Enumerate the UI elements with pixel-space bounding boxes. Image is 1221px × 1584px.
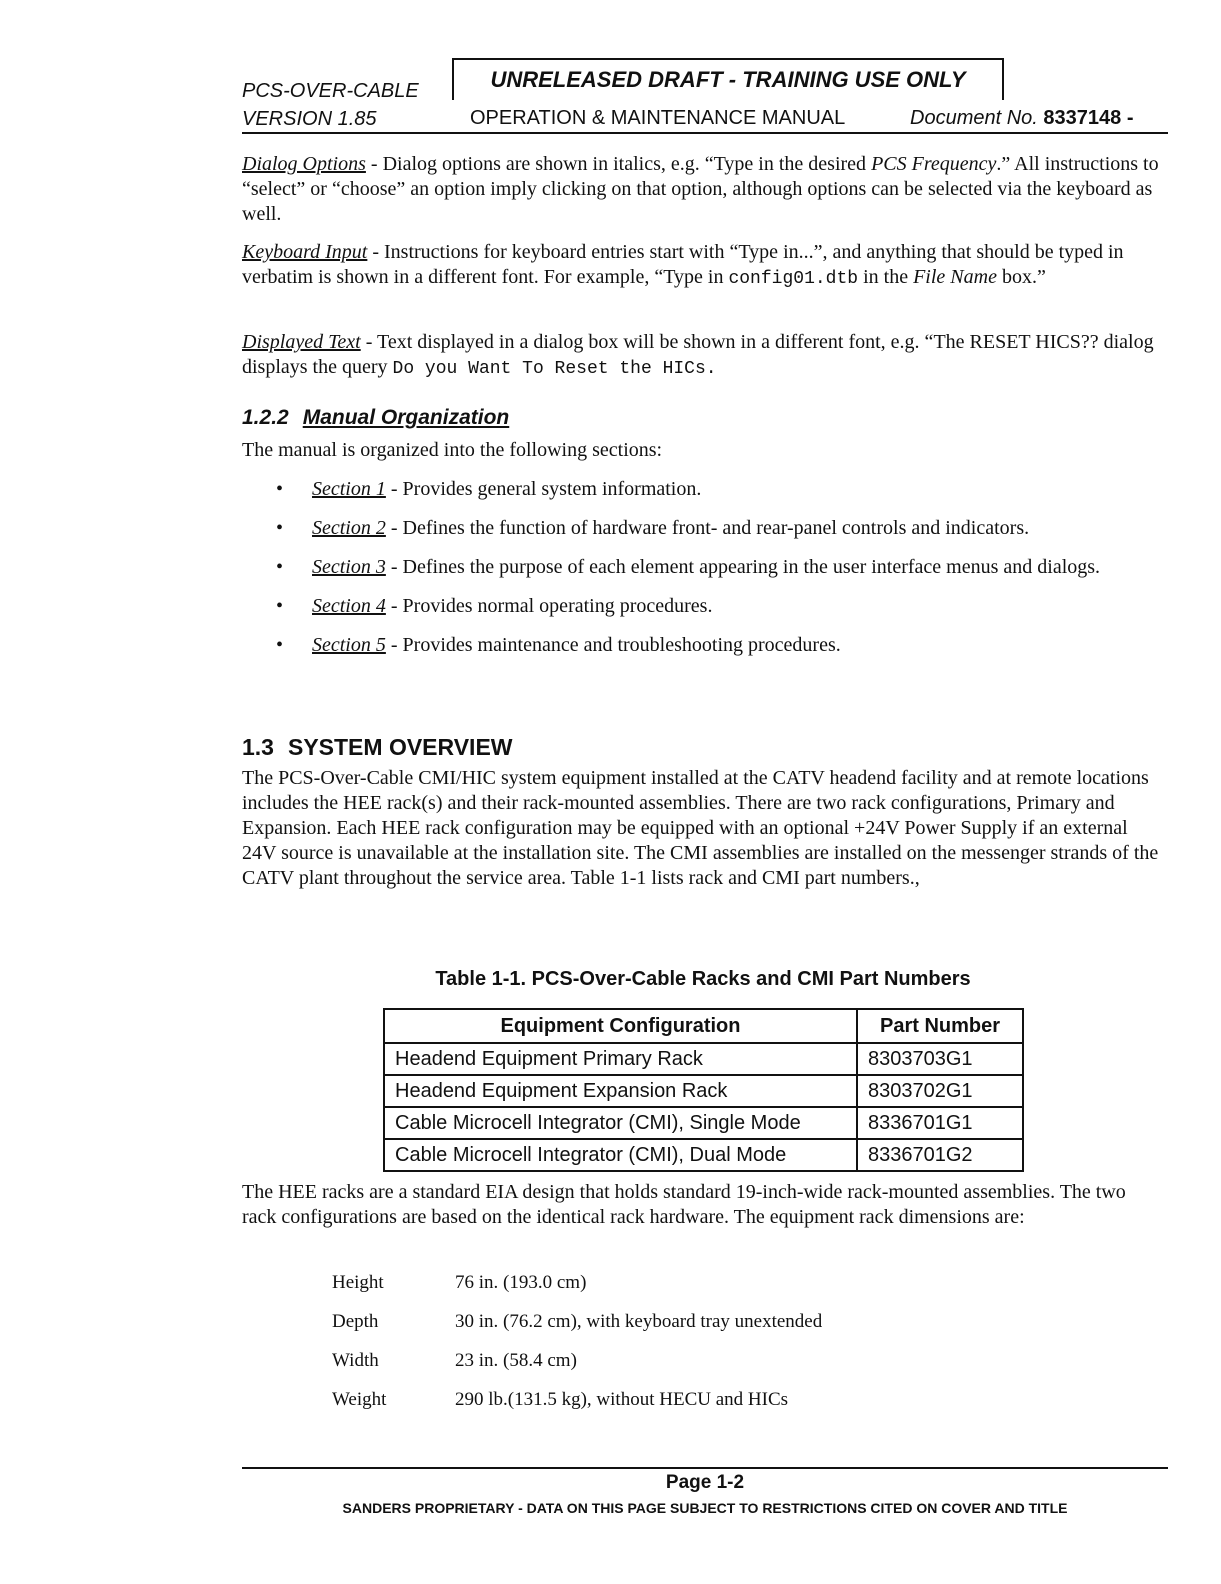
page-number: Page 1-2 — [665, 1472, 745, 1493]
dimension-label: Weight — [332, 1389, 387, 1410]
header-version: VERSION 1.85 — [242, 108, 377, 130]
header-manual-title: OPERATION & MAINTENANCE MANUAL — [470, 107, 846, 129]
table-row — [384, 1107, 1023, 1139]
table-cell: Cable Microcell Integrator (CMI), Single Mode — [384, 1107, 857, 1139]
table-cell: 8336701G2 — [857, 1139, 1023, 1171]
table-cell: 8303703G1 — [857, 1043, 1023, 1075]
header-product: PCS-OVER-CABLE — [242, 80, 419, 102]
dimension-value: 290 lb.(131.5 kg), without HECU and HICs — [455, 1389, 789, 1410]
table-caption: Table 1-1. PCS-Over-Cable Racks and CMI Part Numbers — [435, 968, 971, 990]
convention-term: Dialog Options — [242, 153, 366, 175]
heading-manual-organization: 1.2.2 Manual Organization — [242, 406, 510, 429]
table-row — [384, 1075, 1023, 1107]
column-header: Part Number — [857, 1009, 1023, 1043]
part-numbers-table — [383, 1008, 1024, 1172]
list-item: • Section 1 - Provides general system information. — [276, 478, 702, 500]
header-document-number — [910, 107, 1133, 130]
table-header-row — [384, 1009, 1023, 1043]
document-number-value: 8337148 - — [1043, 107, 1134, 129]
dimension-label: Height — [332, 1272, 384, 1293]
dimension-value: 30 in. (76.2 cm), with keyboard tray unextended — [455, 1311, 823, 1332]
list-item: • Section 3 - Defines the purpose of each element appearing in the user interface menus and dialogs. — [276, 556, 1101, 578]
table-cell: 8336701G1 — [857, 1107, 1023, 1139]
dimension-value: 76 in. (193.0 cm) — [455, 1272, 587, 1293]
footer-divider — [242, 1467, 1168, 1469]
list-item: • Section 5 - Provides maintenance and troubleshooting procedures. — [276, 634, 841, 656]
table-cell: Headend Equipment Primary Rack — [384, 1043, 857, 1075]
table-cell: Cable Microcell Integrator (CMI), Dual Mode — [384, 1139, 857, 1171]
system-overview-paragraph: The PCS-Over-Cable CMI/HIC system equipment installed at the CATV headend facility and at remote locations includes the HEE rack(s) and their rack-mounted assemblies. There are two rack configurations, Primary and Expansion. Each HEE rack configuration may be equipped with an optional +24V Power Supply if an external 24V source is unavailable at the installation site. The CMI assemblies are installed on the messenger strands of the CATV plant throughout the service area. Table 1-1 lists rack and CMI part numbers., — [242, 767, 1159, 889]
proprietary-notice: SANDERS PROPRIETARY - DATA ON THIS PAGE SUBJECT TO RESTRICTIONS CITED ON COVER AND TITLE — [342, 1500, 1068, 1516]
table-row — [384, 1043, 1023, 1075]
section-ref: Section 4 — [312, 595, 386, 617]
dimension-label: Width — [332, 1350, 379, 1371]
draft-banner: UNRELEASED DRAFT - TRAINING USE ONLY — [452, 58, 1004, 100]
section-ref: Section 1 — [312, 478, 386, 500]
section-list — [272, 476, 1132, 671]
table-cell: 8303702G1 — [857, 1075, 1023, 1107]
section-ref: Section 2 — [312, 517, 386, 539]
code-sample: config01.dtb — [728, 269, 859, 289]
manual-organization-intro: The manual is organized into the following sections: — [242, 439, 663, 461]
column-header: Equipment Configuration — [384, 1009, 857, 1043]
heading-system-overview: 1.3 SYSTEM OVERVIEW — [242, 734, 513, 760]
table-row — [384, 1139, 1023, 1171]
list-item: • Section 2 - Defines the function of hardware front- and rear-panel controls and indicators. — [276, 517, 1030, 539]
header-divider — [242, 132, 1168, 134]
section-ref: Section 5 — [312, 634, 386, 656]
dimension-label: Depth — [332, 1311, 379, 1332]
convention-dialog-options: Dialog Options - Dialog options are shown in italics, e.g. “Type in the desired PCS Frequency.” All instructions to “select” or “choose” an option imply clicking on that option, although options can be selected via the keyboard as well. — [242, 153, 1159, 225]
convention-term: Displayed Text — [242, 331, 361, 353]
code-sample: Do you Want To Reset the HICs. — [392, 359, 717, 379]
document-number-label: Document No. — [910, 107, 1038, 129]
convention-keyboard-input: Keyboard Input - Instructions for keyboard entries start with “Type in...”, and anything that should be typed in verbatim is shown in a different font. For example, “Type in config01.dtb in the File Name box.” — [242, 241, 1124, 289]
dimension-value: 23 in. (58.4 cm) — [455, 1350, 577, 1371]
section-ref: Section 3 — [312, 556, 386, 578]
table-cell: Headend Equipment Expansion Rack — [384, 1075, 857, 1107]
convention-term: Keyboard Input — [242, 241, 368, 263]
rack-design-paragraph: The HEE racks are a standard EIA design that holds standard 19-inch-wide rack-mounted assemblies. The two rack configurations are based on the identical rack hardware. The equipment rack dimensions are: — [242, 1181, 1126, 1228]
list-item: • Section 4 - Provides normal operating procedures. — [276, 595, 713, 617]
convention-displayed-text: Displayed Text - Text displayed in a dialog box will be shown in a different font, e.g. “The RESET HICS?? dialog displays the query Do you Want To Reset the HICs. — [242, 331, 1154, 379]
